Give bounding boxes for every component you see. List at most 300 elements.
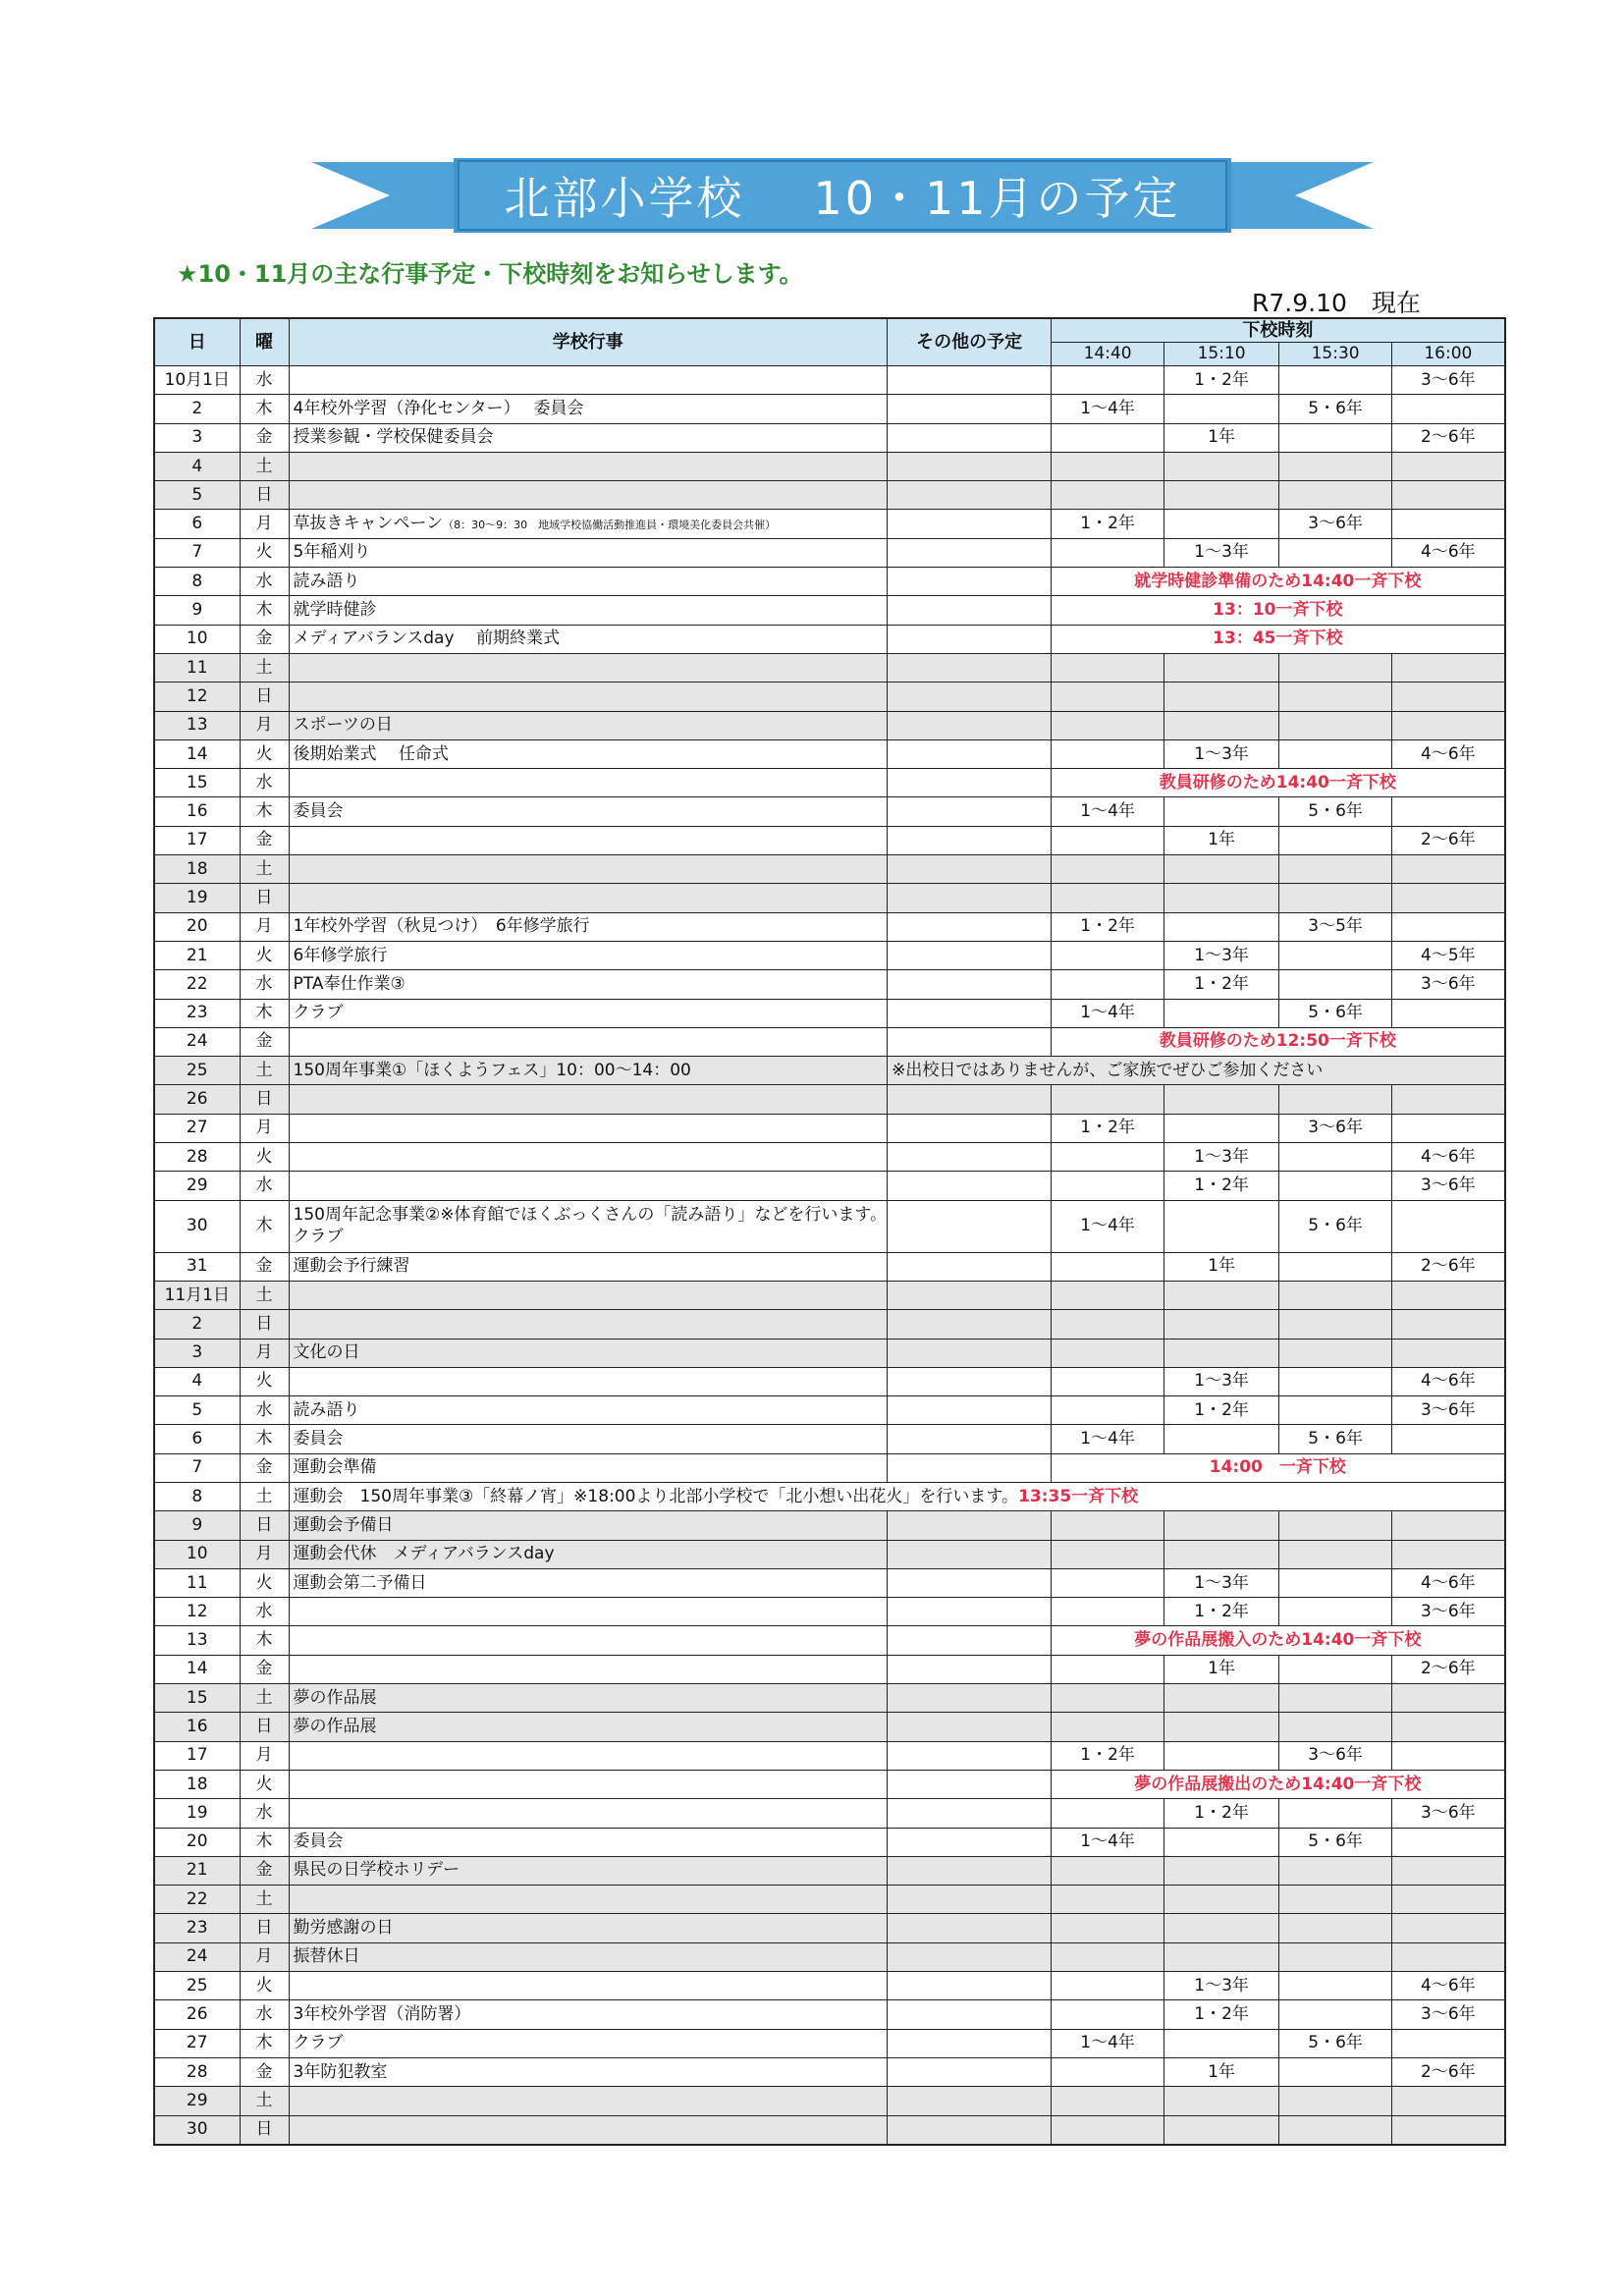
title-banner xyxy=(311,158,1374,233)
dismissal-cell xyxy=(1052,1886,1164,1914)
other-cell xyxy=(888,481,1052,510)
day-cell: 26 xyxy=(154,2000,240,2029)
dismissal-cell xyxy=(1392,1511,1505,1540)
event-cell xyxy=(289,1367,888,1395)
dismissal-cell xyxy=(1052,826,1164,854)
day-cell: 21 xyxy=(154,1856,240,1885)
other-cell xyxy=(888,1655,1052,1683)
day-cell: 3 xyxy=(154,1339,240,1367)
dismissal-cell: 5・6年 xyxy=(1279,395,1392,423)
dismissal-cell: 1年 xyxy=(1164,826,1279,854)
other-cell xyxy=(888,1856,1052,1885)
table-row xyxy=(154,912,1505,941)
event-cell xyxy=(289,1425,888,1453)
table-row xyxy=(154,1713,1505,1741)
dismissal-cell xyxy=(1279,826,1392,854)
dismissal-cell xyxy=(1279,1143,1392,1172)
dismissal-note: 13：45一斉下校 xyxy=(1052,625,1505,653)
event-cell xyxy=(289,1626,888,1655)
dismissal-cell xyxy=(1164,1425,1279,1453)
event-text: クラブ xyxy=(293,2033,344,2053)
dismissal-cell: 1～3年 xyxy=(1164,739,1279,768)
day-cell: 4 xyxy=(154,452,240,480)
day-cell: 16 xyxy=(154,1713,240,1741)
event-cell xyxy=(289,826,888,854)
dismissal-note: 夢の作品展搬入のため14:40一斉下校 xyxy=(1052,1626,1505,1655)
dismissal-cell xyxy=(1392,1281,1505,1309)
dismissal-cell xyxy=(1052,1598,1164,1626)
event-cell xyxy=(289,1684,888,1713)
table-row xyxy=(154,683,1505,711)
dismissal-cell xyxy=(1279,1339,1392,1367)
other-cell xyxy=(888,1310,1052,1339)
other-cell xyxy=(888,653,1052,682)
dismissal-cell xyxy=(1279,855,1392,884)
table-row xyxy=(154,1252,1505,1281)
event-cell xyxy=(289,1200,888,1252)
dismissal-cell xyxy=(1279,1281,1392,1309)
day-cell: 10月1日 xyxy=(154,366,240,395)
other-cell xyxy=(888,1114,1052,1142)
day-cell: 6 xyxy=(154,510,240,538)
event-cell xyxy=(289,1027,888,1056)
dismissal-cell: 1・2年 xyxy=(1164,1598,1279,1626)
weekday-cell: 月 xyxy=(240,1540,289,1568)
event-cell xyxy=(289,2029,888,2057)
dismissal-cell xyxy=(1392,1339,1505,1367)
event-cell xyxy=(289,1085,888,1114)
table-row xyxy=(154,1886,1505,1914)
dismissal-cell: 2～6年 xyxy=(1392,2057,1505,2086)
event-cell xyxy=(289,1252,888,1281)
dismissal-cell xyxy=(1164,1511,1279,1540)
header-dismissal: 下校時刻 xyxy=(1052,318,1505,343)
dismissal-cell xyxy=(1392,797,1505,826)
event-text: 3年校外学習（消防署） xyxy=(293,2003,471,2024)
event-text: 3年防犯教室 xyxy=(293,2061,388,2082)
dismissal-cell xyxy=(1052,2115,1164,2145)
event-cell xyxy=(289,2115,888,2145)
dismissal-cell xyxy=(1392,1741,1505,1770)
dismissal-cell: 1・2年 xyxy=(1164,366,1279,395)
event-cell xyxy=(289,510,888,538)
other-cell xyxy=(888,1339,1052,1367)
table-row xyxy=(154,2057,1505,2086)
weekday-cell: 土 xyxy=(240,1684,289,1713)
dismissal-cell xyxy=(1164,999,1279,1027)
as-of-date: R7.9.10 現在 xyxy=(1252,289,1421,317)
other-cell xyxy=(888,1741,1052,1770)
dismissal-cell xyxy=(1164,683,1279,711)
event-text: 就学時健診 xyxy=(293,600,377,621)
weekday-cell: 水 xyxy=(240,769,289,797)
dismissal-cell xyxy=(1279,1310,1392,1339)
dismissal-cell: 2～6年 xyxy=(1392,826,1505,854)
table-row xyxy=(154,2115,1505,2145)
weekday-cell: 土 xyxy=(240,1886,289,1914)
other-cell xyxy=(888,884,1052,912)
weekday-cell: 月 xyxy=(240,1114,289,1142)
day-cell: 17 xyxy=(154,826,240,854)
dismissal-cell: 5・6年 xyxy=(1279,1200,1392,1252)
table-row xyxy=(154,653,1505,682)
event-cell xyxy=(289,1568,888,1597)
table-row xyxy=(154,1856,1505,1885)
dismissal-cell xyxy=(1052,1281,1164,1309)
dismissal-cell xyxy=(1279,1252,1392,1281)
dismissal-cell: 5・6年 xyxy=(1279,1828,1392,1856)
dismissal-cell xyxy=(1164,797,1279,826)
event-cell xyxy=(289,1057,888,1085)
table-row xyxy=(154,1453,1505,1482)
weekday-cell: 木 xyxy=(240,1828,289,1856)
day-cell: 27 xyxy=(154,1114,240,1142)
event-text: クラブ xyxy=(293,1003,344,1023)
header-dow: 曜 xyxy=(240,318,289,366)
day-cell: 5 xyxy=(154,1396,240,1425)
weekday-cell: 日 xyxy=(240,1713,289,1741)
dismissal-cell xyxy=(1052,855,1164,884)
dismissal-cell xyxy=(1392,855,1505,884)
weekday-cell: 木 xyxy=(240,2029,289,2057)
other-cell xyxy=(888,797,1052,826)
other-cell xyxy=(888,1027,1052,1056)
event-cell xyxy=(289,1511,888,1540)
event-text: 150周年事業①「ほくようフェス」10：00～14：00 xyxy=(293,1060,691,1080)
weekday-cell: 火 xyxy=(240,1367,289,1395)
dismissal-cell xyxy=(1279,1914,1392,1942)
dismissal-cell: 1～3年 xyxy=(1164,1972,1279,2000)
weekday-cell: 月 xyxy=(240,1339,289,1367)
dismissal-cell xyxy=(1052,653,1164,682)
dismissal-cell xyxy=(1279,970,1392,999)
header-day: 日 xyxy=(154,318,240,366)
dismissal-cell: 3～6年 xyxy=(1279,510,1392,538)
event-detail: （8：30～9：30 地域学校協働活動推進員・環境美化委員会共催） xyxy=(443,519,777,532)
header-time-1510: 15:10 xyxy=(1164,343,1279,366)
dismissal-cell xyxy=(1392,1886,1505,1914)
other-cell xyxy=(888,510,1052,538)
day-cell: 23 xyxy=(154,999,240,1027)
other-cell xyxy=(888,1252,1052,1281)
dismissal-cell xyxy=(1052,1568,1164,1597)
table-row xyxy=(154,366,1505,395)
other-cell xyxy=(888,970,1052,999)
day-cell: 2 xyxy=(154,395,240,423)
event-cell xyxy=(289,1598,888,1626)
dismissal-cell xyxy=(1052,1540,1164,1568)
dismissal-cell xyxy=(1279,1886,1392,1914)
dismissal-cell: 1～3年 xyxy=(1164,1367,1279,1395)
table-row xyxy=(154,1310,1505,1339)
dismissal-note: 教員研修のため12:50一斉下校 xyxy=(1052,1027,1505,1056)
dismissal-cell: 3～6年 xyxy=(1392,366,1505,395)
dismissal-cell xyxy=(1164,1856,1279,1885)
weekday-cell: 日 xyxy=(240,1511,289,1540)
dismissal-note: 教員研修のため14:40一斉下校 xyxy=(1052,769,1505,797)
dismissal-cell xyxy=(1052,1252,1164,1281)
dismissal-cell: 1・2年 xyxy=(1052,1741,1164,1770)
dismissal-cell: 1・2年 xyxy=(1052,912,1164,941)
other-cell xyxy=(888,1200,1052,1252)
dismissal-cell: 3～6年 xyxy=(1392,1799,1505,1828)
table-row xyxy=(154,1339,1505,1367)
dismissal-cell xyxy=(1164,510,1279,538)
event-text: PTA奉仕作業③ xyxy=(293,973,406,994)
header-time-1440: 14:40 xyxy=(1052,343,1164,366)
dismissal-cell xyxy=(1164,1741,1279,1770)
day-cell: 20 xyxy=(154,912,240,941)
day-cell: 7 xyxy=(154,1453,240,1482)
event-text: 読み語り xyxy=(293,571,360,591)
other-cell xyxy=(888,1713,1052,1741)
dismissal-cell xyxy=(1279,2057,1392,2086)
dismissal-cell: 4～6年 xyxy=(1392,739,1505,768)
dismissal-cell: 5・6年 xyxy=(1279,1425,1392,1453)
other-cell xyxy=(888,1143,1052,1172)
event-cell xyxy=(289,970,888,999)
event-cell xyxy=(289,1856,888,1885)
weekday-cell: 火 xyxy=(240,739,289,768)
event-text: 勤労感謝の日 xyxy=(293,1918,394,1939)
day-cell: 27 xyxy=(154,2029,240,2057)
event-text: 夢の作品展 xyxy=(293,1687,377,1708)
event-text: 運動会 150周年事業③「終幕ノ宵」※18:00より北部小学校で「北小想い出花火」を行います。 xyxy=(293,1486,1019,1506)
weekday-cell: 金 xyxy=(240,625,289,653)
day-cell: 16 xyxy=(154,797,240,826)
other-cell xyxy=(888,1511,1052,1540)
table-row xyxy=(154,855,1505,884)
table-row xyxy=(154,1143,1505,1172)
event-text: 委員会 xyxy=(293,1831,344,1852)
event-cell xyxy=(289,1741,888,1770)
day-cell: 28 xyxy=(154,2057,240,2086)
dismissal-note: 13:35一斉下校 xyxy=(1018,1486,1139,1506)
day-cell: 18 xyxy=(154,1770,240,1798)
event-text: 草抜きキャンペーン xyxy=(293,514,444,534)
dismissal-cell xyxy=(1392,912,1505,941)
dismissal-cell xyxy=(1052,884,1164,912)
day-cell: 13 xyxy=(154,711,240,739)
dismissal-cell xyxy=(1279,538,1392,567)
weekday-cell: 水 xyxy=(240,2000,289,2029)
dismissal-cell xyxy=(1164,1085,1279,1114)
dismissal-cell xyxy=(1164,395,1279,423)
event-text: 5年稲刈り xyxy=(293,542,371,563)
dismissal-cell xyxy=(1164,481,1279,510)
dismissal-cell xyxy=(1392,683,1505,711)
event-cell xyxy=(289,1828,888,1856)
table-row xyxy=(154,452,1505,480)
weekday-cell: 木 xyxy=(240,596,289,625)
other-cell xyxy=(888,912,1052,941)
weekday-cell: 月 xyxy=(240,1942,289,1971)
day-cell: 30 xyxy=(154,2115,240,2145)
dismissal-cell xyxy=(1164,653,1279,682)
dismissal-cell xyxy=(1392,1114,1505,1142)
dismissal-cell: 1年 xyxy=(1164,423,1279,452)
day-cell: 14 xyxy=(154,1655,240,1683)
weekday-cell: 月 xyxy=(240,1741,289,1770)
other-cell xyxy=(888,1684,1052,1713)
day-cell: 11 xyxy=(154,1568,240,1597)
other-cell xyxy=(888,1085,1052,1114)
table-row xyxy=(154,1741,1505,1770)
weekday-cell: 土 xyxy=(240,452,289,480)
weekday-cell: 金 xyxy=(240,423,289,452)
dismissal-cell xyxy=(1392,1684,1505,1713)
day-cell: 3 xyxy=(154,423,240,452)
dismissal-cell xyxy=(1052,941,1164,969)
event-cell xyxy=(289,1339,888,1367)
dismissal-note: 14:00 一斉下校 xyxy=(1052,1453,1505,1482)
table-row xyxy=(154,941,1505,969)
weekday-cell: 日 xyxy=(240,1310,289,1339)
dismissal-cell xyxy=(1392,1914,1505,1942)
day-cell: 21 xyxy=(154,941,240,969)
dismissal-cell xyxy=(1279,683,1392,711)
table-row xyxy=(154,1511,1505,1540)
day-cell: 24 xyxy=(154,1027,240,1056)
other-cell xyxy=(888,683,1052,711)
other-cell xyxy=(888,1172,1052,1200)
dismissal-cell: 1年 xyxy=(1164,1252,1279,1281)
dismissal-note: 就学時健診準備のため14:40一斉下校 xyxy=(1052,568,1505,596)
dismissal-cell: 4～6年 xyxy=(1392,538,1505,567)
other-cell xyxy=(888,1828,1052,1856)
other-cell xyxy=(888,1367,1052,1395)
event-text: 1年校外学習（秋見つけ） 6年修学旅行 xyxy=(293,916,590,937)
subtitle: ★10・11月の主な行事予定・下校時刻をお知らせします。 xyxy=(177,260,803,288)
event-cell xyxy=(289,395,888,423)
dismissal-cell xyxy=(1279,711,1392,739)
weekday-cell: 水 xyxy=(240,1396,289,1425)
dismissal-cell: 3～6年 xyxy=(1279,1741,1392,1770)
dismissal-cell xyxy=(1164,1828,1279,1856)
weekday-cell: 月 xyxy=(240,711,289,739)
other-cell xyxy=(888,941,1052,969)
dismissal-cell xyxy=(1052,1713,1164,1741)
weekday-cell: 水 xyxy=(240,568,289,596)
dismissal-cell xyxy=(1279,1713,1392,1741)
weekday-cell: 月 xyxy=(240,510,289,538)
dismissal-cell xyxy=(1392,653,1505,682)
event-cell xyxy=(289,2087,888,2115)
dismissal-cell xyxy=(1392,1828,1505,1856)
table-row xyxy=(154,1972,1505,2000)
other-cell xyxy=(888,1886,1052,1914)
table-row xyxy=(154,1200,1505,1252)
table-row xyxy=(154,769,1505,797)
dismissal-cell xyxy=(1052,1367,1164,1395)
weekday-cell: 水 xyxy=(240,1172,289,1200)
weekday-cell: 金 xyxy=(240,826,289,854)
dismissal-cell: 1～4年 xyxy=(1052,999,1164,1027)
dismissal-cell xyxy=(1052,1085,1164,1114)
dismissal-cell: 1年 xyxy=(1164,2057,1279,2086)
dismissal-cell xyxy=(1279,481,1392,510)
dismissal-cell: 1～4年 xyxy=(1052,1828,1164,1856)
day-cell: 10 xyxy=(154,625,240,653)
dismissal-cell: 2～6年 xyxy=(1392,423,1505,452)
event-text: 運動会第二予備日 xyxy=(293,1572,427,1593)
day-cell: 25 xyxy=(154,1057,240,1085)
event-text: 振替休日 xyxy=(293,1946,360,1967)
dismissal-cell xyxy=(1164,1540,1279,1568)
dismissal-cell xyxy=(1052,538,1164,567)
event-cell xyxy=(289,683,888,711)
other-cell xyxy=(888,2029,1052,2057)
table-row xyxy=(154,1942,1505,1971)
event-cell xyxy=(289,1540,888,1568)
dismissal-cell xyxy=(1392,2087,1505,2115)
other-cell xyxy=(888,1972,1052,2000)
other-cell xyxy=(888,596,1052,625)
dismissal-cell xyxy=(1392,2029,1505,2057)
dismissal-cell xyxy=(1052,1655,1164,1683)
event-cell xyxy=(289,2000,888,2029)
school-name: 北部小学校 xyxy=(504,172,745,225)
weekday-cell: 土 xyxy=(240,1057,289,1085)
dismissal-cell: 1～4年 xyxy=(1052,797,1164,826)
day-cell: 11 xyxy=(154,653,240,682)
event-cell xyxy=(289,739,888,768)
event-text: スポーツの日 xyxy=(293,715,393,736)
dismissal-cell xyxy=(1279,2000,1392,2029)
weekday-cell: 土 xyxy=(240,1482,289,1510)
dismissal-cell xyxy=(1392,1085,1505,1114)
other-cell xyxy=(888,1568,1052,1597)
other-cell xyxy=(888,625,1052,653)
dismissal-cell xyxy=(1052,739,1164,768)
dismissal-cell: 1～3年 xyxy=(1164,1143,1279,1172)
dismissal-cell xyxy=(1392,999,1505,1027)
weekday-cell: 水 xyxy=(240,366,289,395)
weekday-cell: 金 xyxy=(240,1856,289,1885)
weekday-cell: 木 xyxy=(240,1425,289,1453)
other-cell xyxy=(888,1914,1052,1942)
dismissal-cell xyxy=(1164,2029,1279,2057)
event-cell xyxy=(289,452,888,480)
dismissal-cell xyxy=(1164,1886,1279,1914)
event-cell xyxy=(289,1655,888,1683)
table-row xyxy=(154,1655,1505,1683)
event-text: 授業参観・学校保健委員会 xyxy=(293,427,494,448)
dismissal-cell xyxy=(1052,1310,1164,1339)
dismissal-cell xyxy=(1164,711,1279,739)
event-text: 運動会予備日 xyxy=(293,1514,394,1535)
day-cell: 14 xyxy=(154,739,240,768)
weekday-cell: 日 xyxy=(240,1914,289,1942)
months-label: 10・11月の予定 xyxy=(813,172,1181,225)
other-cell xyxy=(888,1770,1052,1798)
day-cell: 11月1日 xyxy=(154,1281,240,1309)
day-cell: 19 xyxy=(154,1799,240,1828)
dismissal-cell xyxy=(1164,1914,1279,1942)
event-text: 委員会 xyxy=(293,1429,344,1449)
event-text: 運動会予行練習 xyxy=(293,1256,410,1277)
table-row xyxy=(154,711,1505,739)
other-cell xyxy=(888,1540,1052,1568)
dismissal-cell xyxy=(1164,1684,1279,1713)
table-row xyxy=(154,423,1505,452)
dismissal-cell xyxy=(1164,1281,1279,1309)
dismissal-cell xyxy=(1052,452,1164,480)
dismissal-cell: 3～6年 xyxy=(1392,2000,1505,2029)
weekday-cell: 土 xyxy=(240,653,289,682)
table-row xyxy=(154,538,1505,567)
event-cell xyxy=(289,538,888,567)
